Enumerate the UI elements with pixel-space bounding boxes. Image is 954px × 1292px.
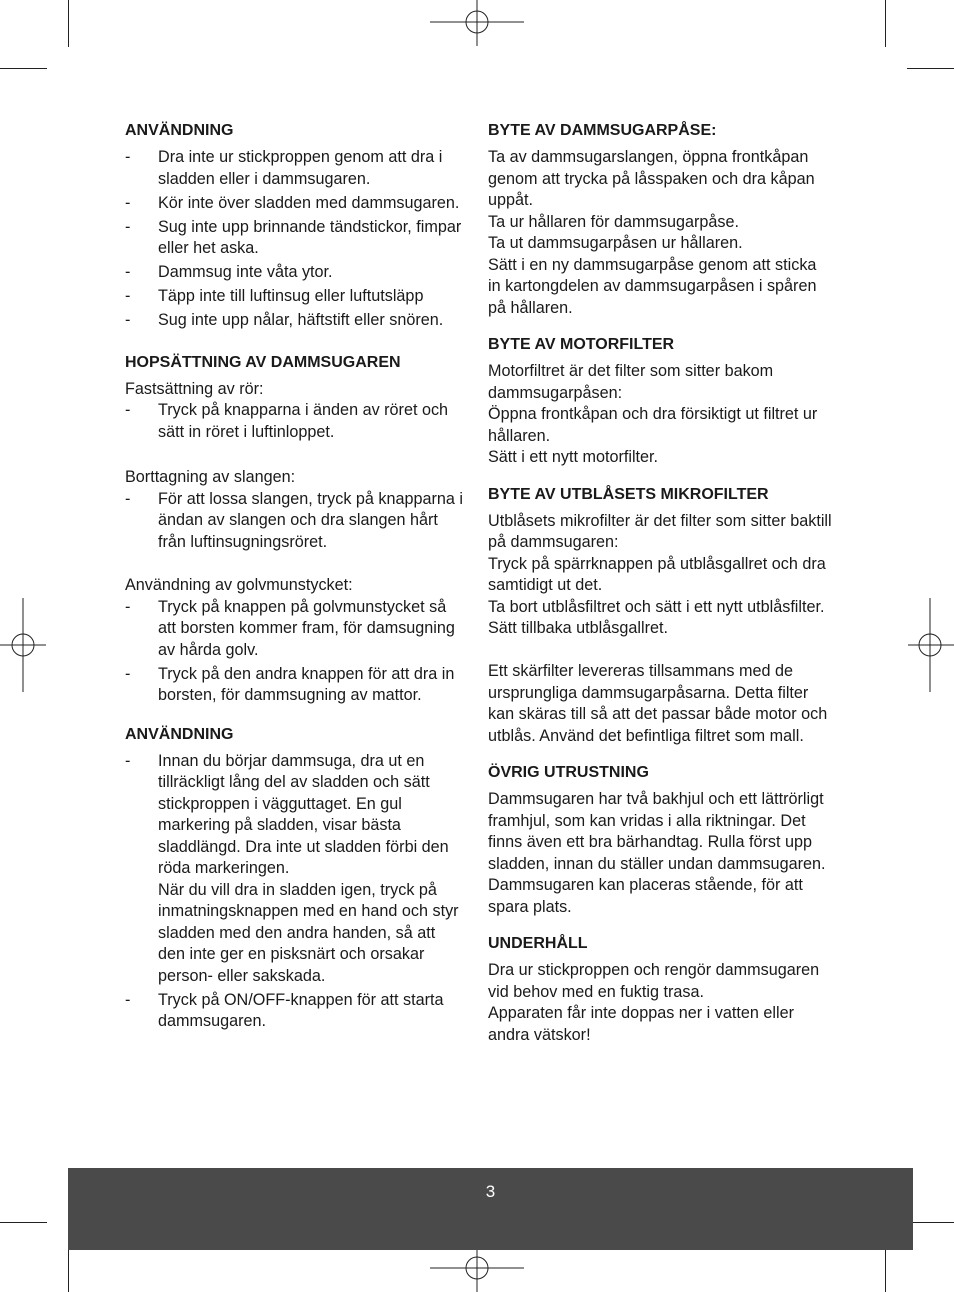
list-item: - Sug inte upp brinnande tändstickor, fimpar eller het aska. <box>125 217 465 260</box>
list-item: - Sug inte upp nålar, häftstift eller snören. <box>125 310 465 332</box>
section-text: Dra ur stickproppen och rengör dammsugaren vid behov med en fuktig trasa. Apparaten får inte doppas ner i vatten eller andra vätskor! <box>488 961 820 1044</box>
section-heading: BYTE AV DAMMSUGARPÅSE: <box>488 122 717 139</box>
section-heading: ANVÄNDNING <box>125 725 234 743</box>
registration-mark-top <box>430 0 524 48</box>
registration-mark-bottom <box>430 1245 524 1292</box>
right-column <box>488 120 833 1046</box>
section-heading: BYTE AV UTBLÅSETS MIKROFILTER <box>488 485 769 503</box>
section-heading: UNDERHÅLL <box>488 935 588 952</box>
crop-mark <box>0 68 47 69</box>
crop-mark <box>907 68 954 69</box>
section-heading: ÖVRIG UTRUSTNING <box>488 764 649 781</box>
list-item: - Tryck på knappen på golvmunstycket så att borsten kommer fram, för damsugning av hårda golv. <box>125 597 465 662</box>
crop-mark <box>885 0 886 47</box>
section-text: Ta av dammsugarslangen, öppna frontkåpan genom att trycka på låsspaken och dra kåpan uppåt. Ta ur hållaren för dammsugarpåse. Ta ut dammsugarpåsen ur hållaren. Sätt i en ny dammsugarpåse genom att sticka in kartongdelen av dammsugarpåsen i spåren på hållaren. <box>488 148 817 317</box>
section-text: Dammsugaren har två bakhjul och ett lättrörligt framhjul, som kan vridas i alla riktningar. Det finns även ett bra bärhandtag. Rulla först upp sladden, innan du ställer undan dammsugaren. Dammsugaren kan placeras stående, för att spara plats. <box>488 790 826 916</box>
list-item: - Dammsug inte våta ytor. <box>125 262 465 284</box>
bullet-list <box>125 400 465 443</box>
registration-mark-left <box>0 598 48 692</box>
list-item: - Kör inte över sladden med dammsugaren. <box>125 193 465 215</box>
subsection-title: Användning av golvmunstycket: <box>125 576 353 594</box>
subsection-title: Borttagning av slangen: <box>125 468 296 486</box>
section-text: Ett skärfilter levereras tillsammans med de ursprungliga dammsugarpåsarna. Detta filter kan skäras till så att det passar både motor och utblås. Använd det befintliga filtret som mall. <box>488 662 828 745</box>
bullet-list <box>125 597 465 707</box>
left-column <box>125 120 465 1035</box>
footer-bar <box>68 1168 913 1250</box>
list-item: - Tryck på knapparna i änden av röret och sätt in röret i luftinloppet. <box>125 400 465 443</box>
crop-mark <box>68 1245 69 1292</box>
crop-mark <box>68 0 69 47</box>
section-text: Utblåsets mikrofilter är det filter som sitter baktill på dammsugaren: Tryck på spärrknappen på utblåsgallret och dra samtidigt ut det. Ta bort utblåsfiltret och sätt i ett nytt utblåsfilter. Sätt tillbaka utblåsgallret. <box>488 511 832 637</box>
section-text: Motorfiltret är det filter som sitter bakom dammsugarpåsen: Öppna frontkåpan och dra försiktigt ut filtret ur hållaren. Sätt i ett nytt motorfilter. <box>488 362 818 466</box>
crop-mark <box>0 1222 47 1223</box>
section-heading: HOPSÄTTNING AV DAMMSUGAREN <box>125 353 401 371</box>
section-heading: BYTE AV MOTORFILTER <box>488 336 675 353</box>
list-item: - Tryck på den andra knappen för att dra in borsten, för dammsugning av mattor. <box>125 664 465 707</box>
crop-mark <box>907 1222 954 1223</box>
list-item: - För att lossa slangen, tryck på knapparna i ändan av slangen och dra slangen hårt från luftinsugningsröret. <box>125 489 465 554</box>
registration-mark-right <box>906 598 954 692</box>
page-number: 3 <box>485 1182 496 1201</box>
subsection-title: Fastsättning av rör: <box>125 379 264 398</box>
list-item: - Dra inte ur stickproppen genom att dra i sladden eller i dammsugaren. <box>125 147 465 190</box>
section-heading: ANVÄNDNING <box>125 122 234 139</box>
list-item: - Tryck på ON/OFF-knappen för att starta dammsugaren. <box>125 990 465 1033</box>
bullet-list <box>125 751 465 1033</box>
bullet-list <box>125 489 465 554</box>
list-item: - Täpp inte till luftinsug eller luftutsläpp <box>125 286 465 308</box>
list-item: - Innan du börjar dammsuga, dra ut en tillräckligt lång del av sladden och sätt stickproppen i vägguttaget. En gul markering på sladden, visar bästa sladdlängd. Dra inte ut sladden förbi den röda markeringen. När du vill dra in sladden igen, tryck på inmatningsknappen med en hand och styr sladden med den andra handen, så att den inte ger en pisksnärt och orsakar person- eller sakskada. <box>125 751 465 988</box>
bullet-list <box>125 147 465 332</box>
crop-mark <box>885 1245 886 1292</box>
